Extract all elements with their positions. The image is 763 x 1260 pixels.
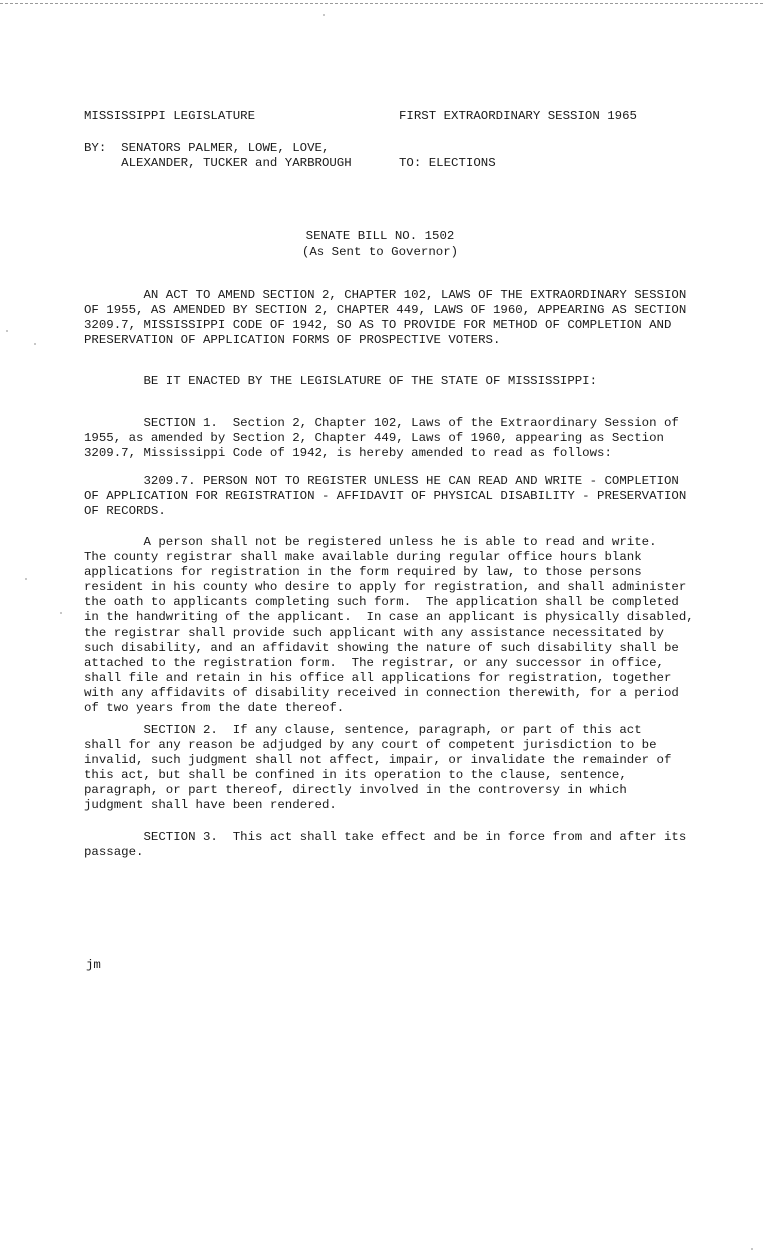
code-body-line: such disability, and an affidavit showing the nature of such disability shall be xyxy=(84,640,679,655)
legislature-header: MISSISSIPPI LEGISLATURE xyxy=(84,109,256,123)
code-section-heading xyxy=(84,474,704,519)
code-body-line: A person shall not be registered unless he is able to read and write. xyxy=(84,535,657,549)
section-3-line: passage. xyxy=(84,845,144,860)
scan-speck xyxy=(60,612,62,614)
section-2-line: invalid, such judgment shall not affect, impair, or invalidate the remainder of xyxy=(84,753,672,768)
section-2-line: shall for any reason be adjudged by any court of competent jurisdiction to be xyxy=(84,738,657,753)
bill-status: (As Sent to Governor) xyxy=(301,245,459,259)
code-heading-line: OF APPLICATION FOR REGISTRATION - AFFIDAVIT OF PHYSICAL DISABILITY - PRESERVATION xyxy=(84,489,687,504)
code-body-line: applications for registration in the form required by law, to those persons xyxy=(84,565,642,580)
code-heading-line: 3209.7. PERSON NOT TO REGISTER UNLESS HE CAN READ AND WRITE - COMPLETION xyxy=(84,474,679,488)
title-line: PRESERVATION OF APPLICATION FORMS OF PROSPECTIVE VOTERS. xyxy=(84,333,501,348)
section-1 xyxy=(84,416,704,461)
section-3-line: SECTION 3. This act shall take effect and be in force from and after its xyxy=(84,830,687,844)
section-2-line: SECTION 2. If any clause, sentence, paragraph, or part of this act xyxy=(84,723,642,737)
code-body-line: with any affidavits of disability received in connection therewith, for a period xyxy=(84,685,679,700)
title-line: AN ACT TO AMEND SECTION 2, CHAPTER 102, LAWS OF THE EXTRAORDINARY SESSION xyxy=(84,288,687,302)
code-body-line: resident in his county who desire to apply for registration, and shall administer xyxy=(84,580,687,595)
code-body-line: attached to the registration form. The registrar, or any successor in office, xyxy=(84,655,664,670)
scan-speck xyxy=(323,14,325,16)
scan-speck xyxy=(751,1248,753,1250)
title-line: 3209.7, MISSISSIPPI CODE OF 1942, SO AS TO PROVIDE FOR METHOD OF COMPLETION AND xyxy=(84,318,672,333)
scan-speck xyxy=(34,343,36,345)
committee-referral: TO: ELECTIONS xyxy=(399,156,496,170)
section-3 xyxy=(84,830,704,860)
code-body-line: in the handwriting of the applicant. In case an applicant is physically disabled, xyxy=(84,610,694,625)
scan-speck xyxy=(25,578,27,580)
section-2-line: judgment shall have been rendered. xyxy=(84,798,337,813)
section-2-line: this act, but shall be confined in its operation to the clause, sentence, xyxy=(84,768,627,783)
scan-speck xyxy=(6,330,8,332)
section-1-line: 1955, as amended by Section 2, Chapter 449, Laws of 1960, appearing as Section xyxy=(84,431,664,446)
code-body-line: The county registrar shall make available during regular office hours blank xyxy=(84,550,642,565)
typist-initials: jm xyxy=(86,958,101,972)
section-1-line: 3209.7, Mississippi Code of 1942, is hereby amended to read as follows: xyxy=(84,446,612,461)
bill-number: SENATE BILL NO. 1502 xyxy=(305,229,455,243)
code-body-line: the registrar shall provide such applicant with any assistance necessitated by xyxy=(84,625,664,640)
enacting-line: BE IT ENACTED BY THE LEGISLATURE OF THE STATE OF MISSISSIPPI: xyxy=(84,374,598,388)
code-body-line: of two years from the date thereof. xyxy=(84,701,345,716)
enacting-clause xyxy=(84,374,704,389)
bill-heading xyxy=(230,228,530,260)
code-body-line: shall file and retain in his office all applications for registration, together xyxy=(84,670,672,685)
title-line: OF 1955, AS AMENDED BY SECTION 2, CHAPTER 449, LAWS OF 1960, APPEARING AS SECTION xyxy=(84,303,687,318)
session-header: FIRST EXTRAORDINARY SESSION 1965 xyxy=(399,109,637,123)
code-section-body xyxy=(84,535,704,716)
sponsors-line-1: BY: SENATORS PALMER, LOWE, LOVE, xyxy=(84,141,330,155)
top-perforation-line xyxy=(0,3,763,4)
section-2-line: paragraph, or part thereof, directly involved in the controversy in which xyxy=(84,783,627,798)
code-body-line: the oath to applicants completing such form. The application shall be completed xyxy=(84,595,679,610)
code-heading-line: OF RECORDS. xyxy=(84,504,166,519)
section-1-line: SECTION 1. Section 2, Chapter 102, Laws of the Extraordinary Session of xyxy=(84,416,679,430)
section-2 xyxy=(84,723,704,814)
sponsors-line-2: ALEXANDER, TUCKER and YARBROUGH xyxy=(84,156,352,170)
act-title xyxy=(84,288,704,348)
